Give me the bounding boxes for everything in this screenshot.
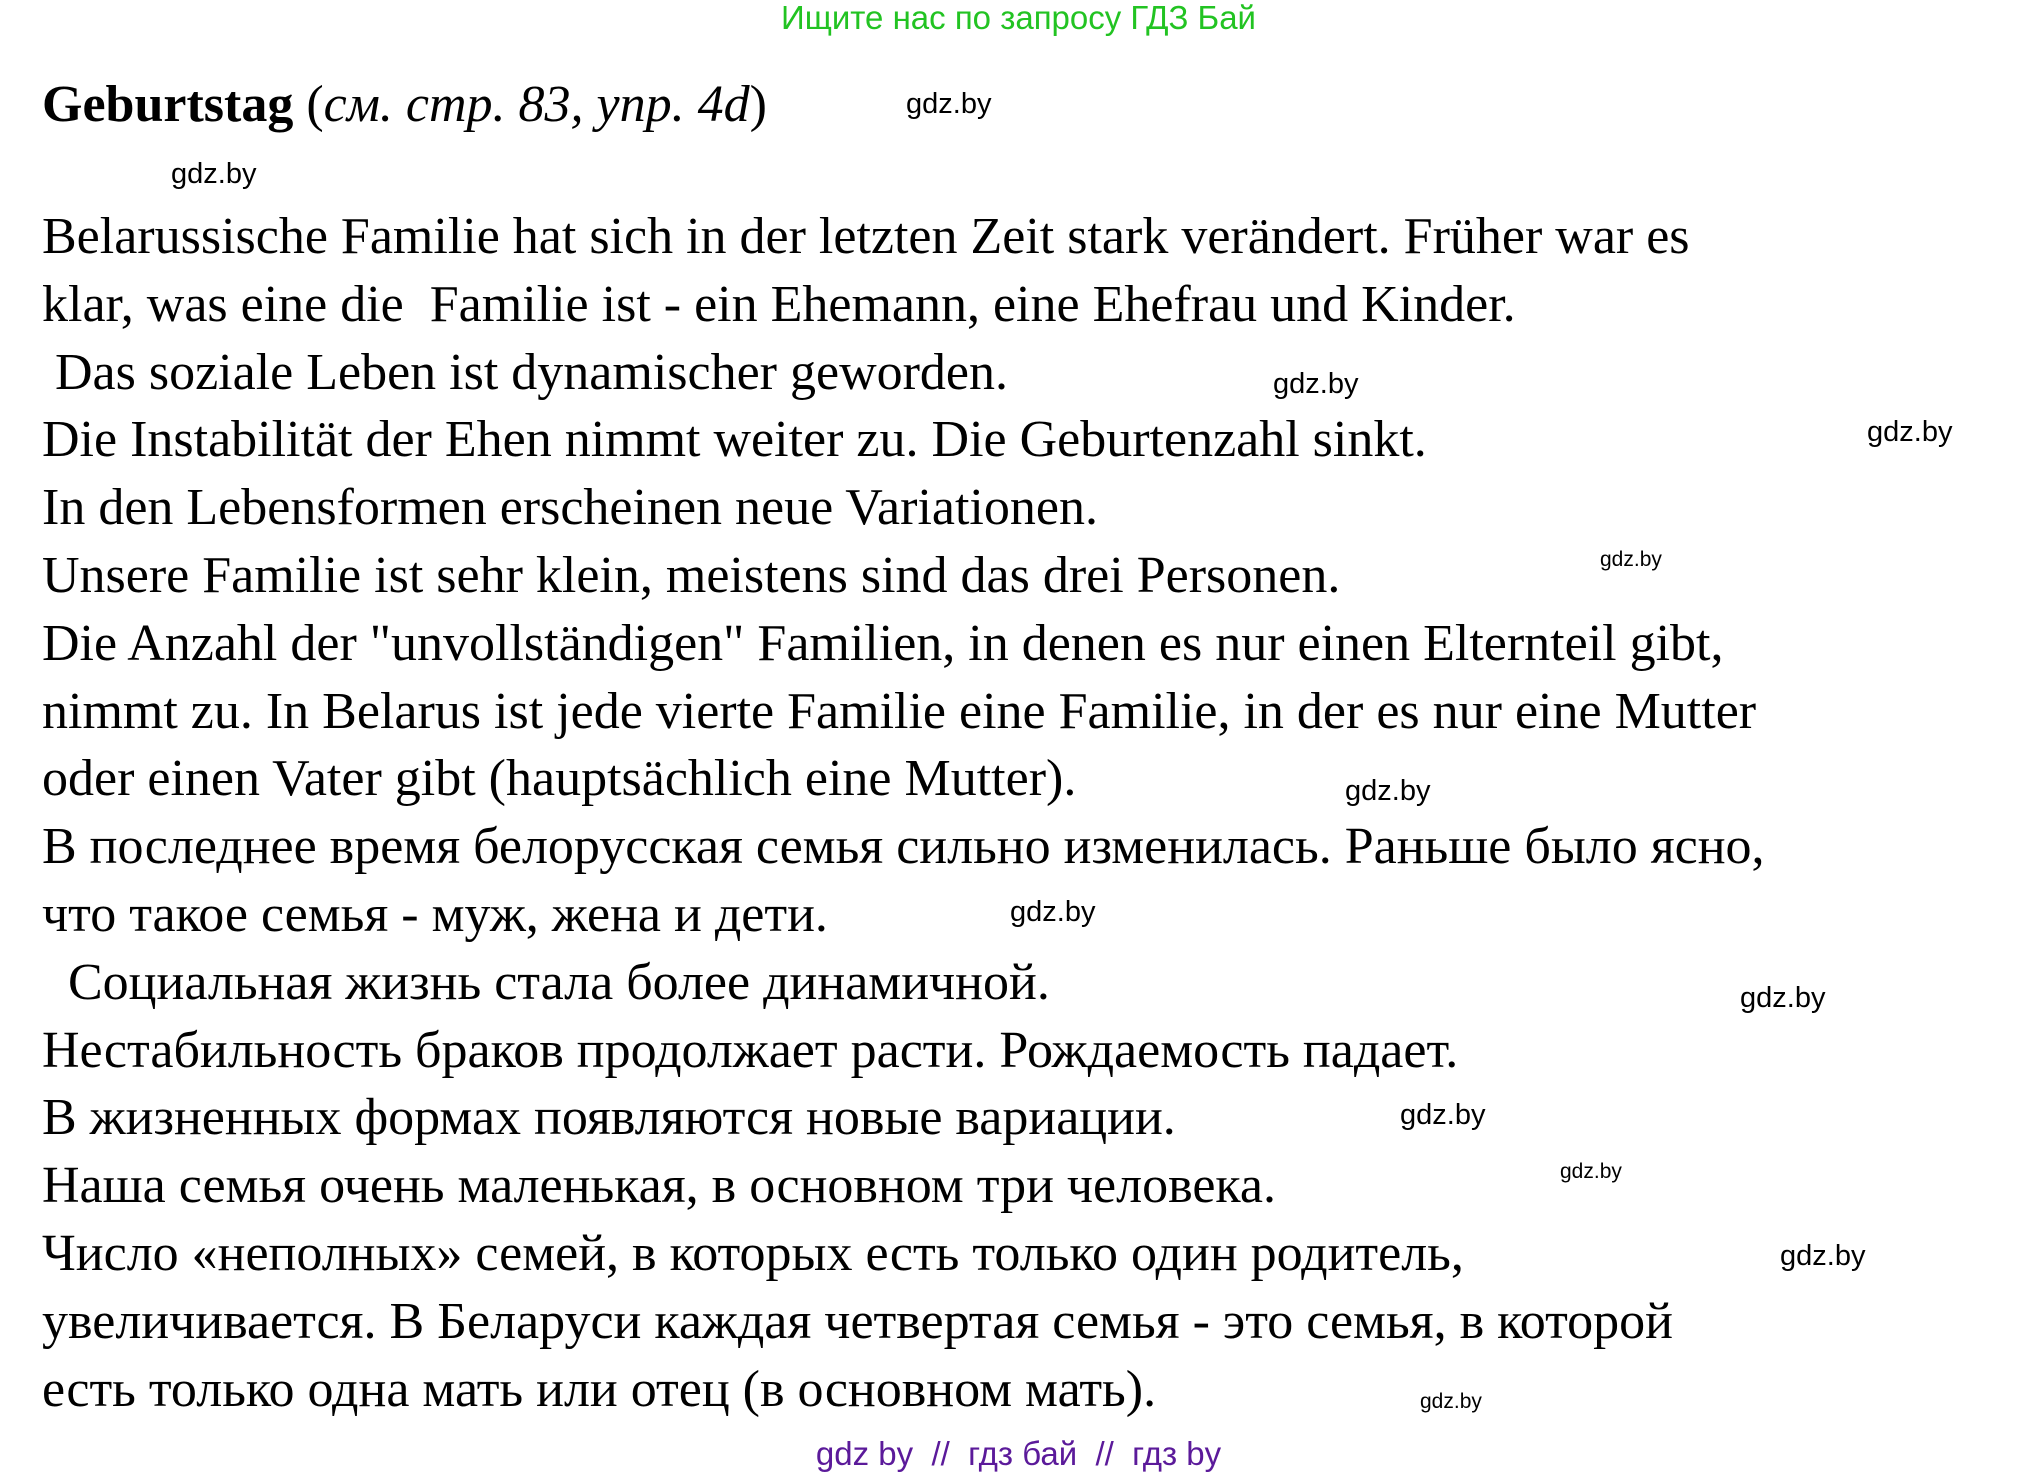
watermark: gdz.by — [1600, 548, 1662, 571]
watermark: gdz.by — [1400, 1099, 1486, 1131]
watermark: gdz.by — [1740, 982, 1826, 1014]
text-line: Нестабильность браков продолжает расти. Рождаемость падает. — [42, 1021, 1459, 1079]
text-line: В последнее время белорусская семья сильно изменилась. Раньше было ясно, — [42, 818, 1765, 876]
search-banner: Ищите нас по запросу ГДЗ Бай — [781, 0, 1256, 36]
text-line: что такое семья - муж, жена и дети. — [42, 885, 828, 943]
text-body — [42, 203, 1765, 1423]
title-main: Geburtstag — [42, 76, 294, 133]
text-line: В жизненных формах появляются новые вариации. — [42, 1089, 1176, 1147]
text-line: есть только одна мать или отец (в основном мать). — [42, 1360, 1157, 1418]
text-line: увеличивается. В Беларуси каждая четвертая семья - это семья, в которой — [42, 1292, 1673, 1350]
watermark: gdz.by — [171, 158, 257, 190]
text-line: Das soziale Leben ist dynamischer geworden. — [42, 343, 1009, 401]
watermark: gdz.by — [1560, 1160, 1622, 1183]
watermark: gdz.by — [1780, 1240, 1866, 1272]
text-line: nimmt zu. In Belarus ist jede vierte Familie eine Familie, in der es nur eine Mutter — [42, 682, 1757, 740]
title-reference: см. стр. 83, упр. 4d — [323, 76, 750, 133]
watermark: gdz.by — [1420, 1390, 1482, 1413]
text-line: Belarussische Familie hat sich in der letzten Zeit stark verändert. Früher war es — [42, 208, 1690, 265]
text-line: In den Lebensformen erscheinen neue Variationen. — [42, 479, 1098, 537]
text-line: Наша семья очень маленькая, в основном три человека. — [42, 1157, 1276, 1215]
text-line: Die Anzahl der "unvollständigen" Familien, in denen es nur einen Elternteil gibt, — [42, 614, 1724, 672]
watermark: gdz.by — [906, 88, 992, 120]
text-line: Число «неполных» семей, в которых есть только один родитель, — [42, 1224, 1464, 1282]
text-line: klar, was eine die Familie ist - ein Ehemann, eine Ehefrau und Kinder. — [42, 275, 1516, 333]
watermark: gdz.by — [1273, 368, 1359, 400]
title-paren-close: ) — [749, 76, 767, 133]
text-line: Die Instabilität der Ehen nimmt weiter zu. Die Geburtenzahl sinkt. — [42, 411, 1427, 469]
text-line: Unsere Familie ist sehr klein, meistens sind das drei Personen. — [42, 546, 1341, 604]
page-title — [42, 72, 767, 138]
watermark: gdz.by — [1345, 775, 1431, 807]
text-line: Социальная жизнь стала более динамичной. — [42, 953, 1050, 1011]
watermark: gdz.by — [1010, 896, 1096, 928]
watermark: gdz.by — [1867, 416, 1953, 448]
footer-links: gdz by // гдз бай // гдз by — [815, 1435, 1222, 1472]
text-line: oder einen Vater gibt (hauptsächlich eine Mutter). — [42, 750, 1077, 808]
title-paren-open: ( — [293, 76, 324, 133]
